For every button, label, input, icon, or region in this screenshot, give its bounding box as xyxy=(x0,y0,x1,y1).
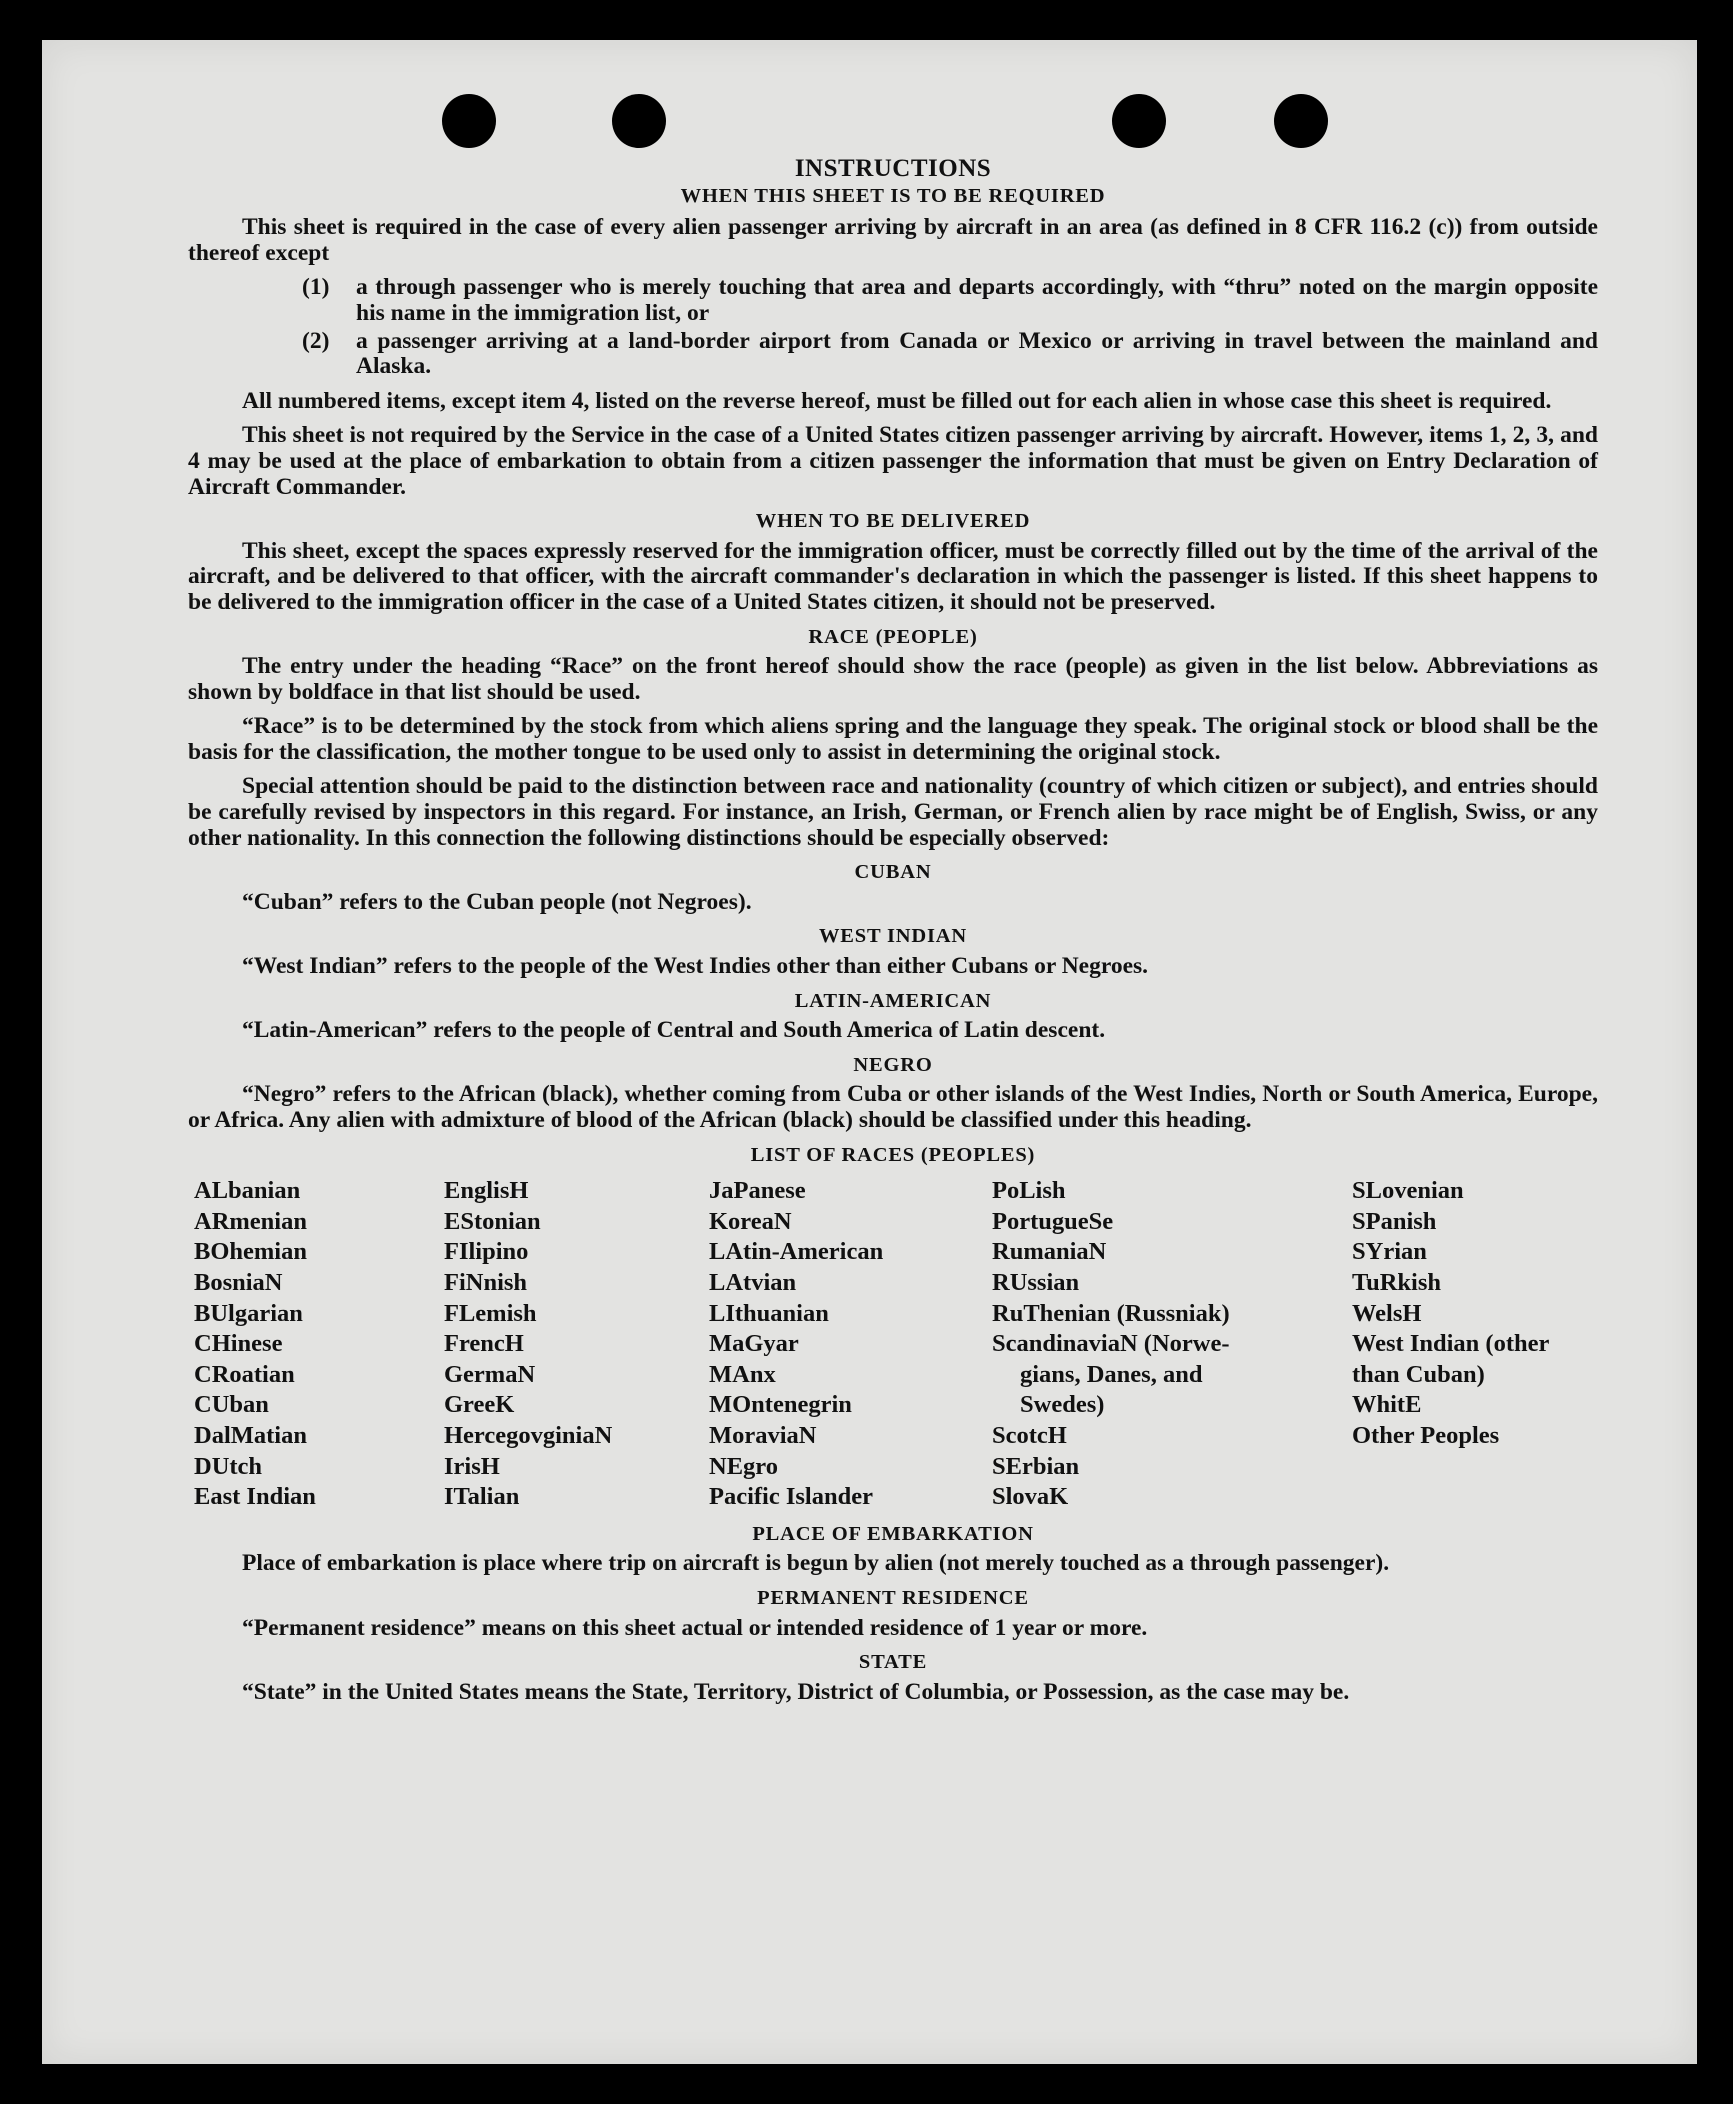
race-entry: LAtin-American xyxy=(709,1238,884,1266)
embarkation-definition: Place of embarkation is place where trip on aircraft is begun by alien (not merely touched as a through passenger). xyxy=(242,1550,1390,1577)
race-entry: FrencH xyxy=(444,1330,524,1358)
race-entry: FIlipino xyxy=(444,1238,529,1266)
race-entry: Swedes) xyxy=(1020,1391,1105,1419)
race-column xyxy=(992,1176,1352,1513)
negro-definition: “Negro” refers to the African (black), whether coming from Cuba or other islands of the West Indies, North or South America, Europe, or Africa. Any alien with admixture of blood of the African (black) should be classified under this heading. xyxy=(188,1081,1598,1133)
race-column xyxy=(1352,1176,1604,1513)
race-entry: East Indian xyxy=(194,1483,316,1511)
race-entry: CHinese xyxy=(194,1330,283,1358)
race-entry: BosniaN xyxy=(194,1268,283,1296)
race-entry: MaGyar xyxy=(709,1330,799,1358)
race-entry: DalMatian xyxy=(194,1421,307,1449)
race-entry: EStonian xyxy=(444,1207,541,1235)
race-entry: SlovaK xyxy=(992,1483,1069,1511)
race-paragraph-3: Special attention should be paid to the distinction between race and nationality (country of which citizen or subject), and entries should be carefully revised by inspectors in this regard. For instance, an Irish, German, or French alien by race might be of English, Swiss, or any other nationality. In this connection the following distinctions should be especially observed: xyxy=(188,773,1598,851)
section-heading-state: STATE xyxy=(858,1651,928,1674)
punch-hole xyxy=(442,94,496,148)
race-entry: SLovenian xyxy=(1352,1177,1464,1205)
race-entry: DUtch xyxy=(194,1452,263,1480)
race-entry: CUban xyxy=(194,1391,269,1419)
race-entry: MAnx xyxy=(709,1360,776,1388)
race-entry: HercegovginiaN xyxy=(444,1421,613,1449)
section-heading-when-delivered: WHEN TO BE DELIVERED xyxy=(755,510,1031,533)
section-heading-when-required: WHEN THIS SHEET IS TO BE REQUIRED xyxy=(680,184,1106,207)
exception-number: (1) xyxy=(302,274,330,301)
race-entry: WhitE xyxy=(1352,1391,1422,1419)
race-entry: gians, Danes, and xyxy=(1020,1360,1203,1388)
race-entry: ARmenian xyxy=(194,1207,307,1235)
race-entry: LAtvian xyxy=(709,1268,797,1296)
instructions-content xyxy=(188,152,1598,1714)
race-entry: EnglisH xyxy=(444,1177,529,1205)
race-entry: RUssian xyxy=(992,1268,1080,1296)
race-paragraph-2: “Race” is to be determined by the stock from which aliens spring and the language they speak. The original stock or blood shall be the basis for the classification, the mother tongue to be used only to assist in determining the original stock. xyxy=(188,713,1598,765)
when-delivered-text: This sheet, except the spaces expressly reserved for the immigration officer, must be correctly filled out by the time of the arrival of the aircraft, and be delivered to that officer, with the aircraft commander's declaration in which the passenger is listed. If this sheet happens to be delivered to the immigration officer in the case of a United States citizen, it should not be preserved. xyxy=(188,537,1598,615)
race-entry: MoraviaN xyxy=(709,1421,817,1449)
section-heading-west-indian: WEST INDIAN xyxy=(819,925,967,948)
race-entry: West Indian (other xyxy=(1352,1330,1550,1358)
race-paragraph-1: The entry under the heading “Race” on the front hereof should show the race (people) as given in the list below. Abbreviations as shown by boldface in that list should be used. xyxy=(188,653,1598,705)
race-entry: SPanish xyxy=(1352,1207,1437,1235)
race-entry: FiNnish xyxy=(444,1268,528,1296)
race-column xyxy=(709,1176,992,1513)
race-column xyxy=(444,1176,709,1513)
section-heading-cuban: CUBAN xyxy=(854,861,932,884)
exception-number: (2) xyxy=(302,327,330,354)
race-entry: PortugueSe xyxy=(992,1207,1114,1235)
race-entry: NEgro xyxy=(709,1452,778,1480)
race-entry: WelsH xyxy=(1352,1299,1422,1327)
items-paragraph: All numbered items, except item 4, listed on the reverse hereof, must be filled out for each alien in whose case this sheet is required. xyxy=(242,387,1552,414)
race-entry: KoreaN xyxy=(709,1207,792,1235)
residence-definition: “Permanent residence” means on this sheet actual or intended residence of 1 year or more. xyxy=(242,1614,1148,1641)
race-entry: ScandinaviaN (Norwe- xyxy=(992,1330,1230,1358)
race-list xyxy=(194,1176,1598,1513)
race-entry: CRoatian xyxy=(194,1360,295,1388)
exception-item xyxy=(302,329,1598,380)
exception-text: a passenger arriving at a land-border airport from Canada or Mexico or arriving in travel between the mainland and Alaska. xyxy=(356,327,1598,380)
race-entry: ScotcH xyxy=(992,1421,1067,1449)
latin-american-definition: “Latin-American” refers to the people of Central and South America of Latin descent. xyxy=(242,1017,1106,1044)
race-entry: SErbian xyxy=(992,1452,1080,1480)
exception-text: a through passenger who is merely touching that area and departs accordingly, with “thru” noted on the margin opposite his name in the immigration list, or xyxy=(356,274,1598,326)
race-entry: GermaN xyxy=(444,1360,536,1388)
race-entry: RuThenian (Russniak) xyxy=(992,1299,1230,1327)
race-entry: GreeK xyxy=(444,1391,515,1419)
race-entry: ALbanian xyxy=(194,1177,301,1205)
section-heading-race: RACE (PEOPLE) xyxy=(808,625,978,648)
section-heading-residence: PERMANENT RESIDENCE xyxy=(757,1586,1029,1609)
state-definition: “State” in the United States means the State, Territory, District of Columbia, or Possession, as the case may be. xyxy=(242,1678,1350,1705)
section-heading-negro: NEGRO xyxy=(853,1053,933,1076)
race-entry: PoLish xyxy=(992,1177,1066,1205)
cuban-definition: “Cuban” refers to the Cuban people (not Negroes). xyxy=(242,888,752,915)
race-entry: IrisH xyxy=(444,1452,500,1480)
race-entry: BOhemian xyxy=(194,1238,307,1266)
race-entry: TuRkish xyxy=(1352,1268,1442,1296)
race-entry: LIthuanian xyxy=(709,1299,829,1327)
citizen-paragraph: This sheet is not required by the Service in the case of a United States citizen passenger arriving by aircraft. However, items 1, 2, 3, and 4 may be used at the place of embarkation to obtain from a citizen passenger the information that must be given on Entry Declaration of Aircraft Commander. xyxy=(188,422,1598,500)
punch-hole xyxy=(612,94,666,148)
race-entry: than Cuban) xyxy=(1352,1360,1485,1388)
race-entry: BUlgarian xyxy=(194,1299,303,1327)
page-title: INSTRUCTIONS xyxy=(794,155,992,182)
race-entry: JaPanese xyxy=(709,1177,806,1205)
race-entry: MOntenegrin xyxy=(709,1391,852,1419)
section-heading-list-of-races: LIST OF RACES (PEOPLES) xyxy=(750,1143,1036,1166)
race-entry: Pacific Islander xyxy=(709,1483,873,1511)
punch-hole xyxy=(1112,94,1166,148)
west-indian-definition: “West Indian” refers to the people of the West Indies other than either Cubans or Negroes. xyxy=(242,953,1149,980)
race-entry: ITalian xyxy=(444,1483,520,1511)
race-entry: Other Peoples xyxy=(1352,1421,1500,1449)
race-column xyxy=(194,1176,444,1513)
punch-hole xyxy=(1274,94,1328,148)
race-entry: FLemish xyxy=(444,1299,537,1327)
race-entry: SYrian xyxy=(1352,1238,1427,1266)
race-entry: RumaniaN xyxy=(992,1238,1107,1266)
document-sheet xyxy=(42,40,1697,2064)
exception-item xyxy=(302,275,1598,326)
section-heading-embarkation: PLACE OF EMBARKATION xyxy=(752,1522,1034,1545)
section-heading-latin-american: LATIN-AMERICAN xyxy=(794,989,992,1012)
when-required-intro: This sheet is required in the case of every alien passenger arriving by aircraft in an area (as defined in 8 CFR 116.2 (c)) from outside thereof except xyxy=(188,214,1598,266)
